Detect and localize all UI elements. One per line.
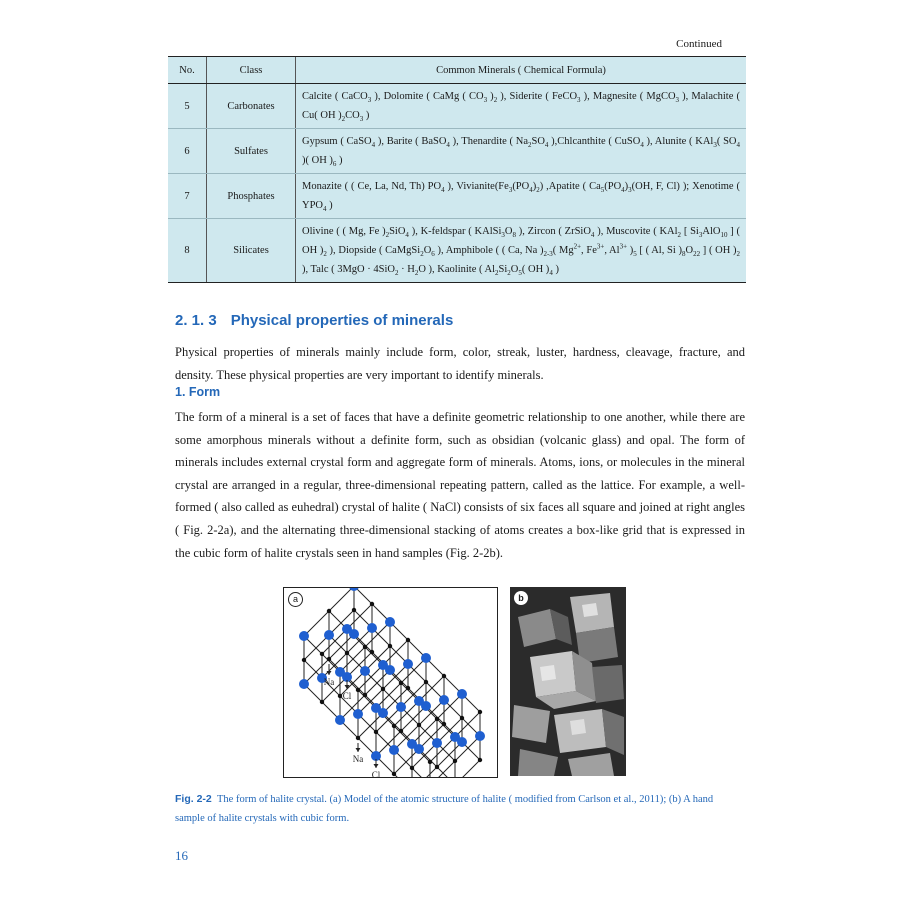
- section-title: Physical properties of minerals: [230, 312, 454, 329]
- lattice-bond: [394, 774, 412, 777]
- chlorine-atom: [327, 609, 331, 613]
- na-label-2-arrow-head: [356, 748, 361, 752]
- chlorine-atom: [435, 765, 439, 769]
- chlorine-atom: [478, 710, 482, 714]
- figure-caption: [175, 790, 745, 828]
- chlorine-atom: [399, 681, 403, 685]
- chlorine-atom: [338, 694, 342, 698]
- page-number: 16: [175, 848, 188, 863]
- sodium-atom: [335, 715, 345, 725]
- row-number: 8: [168, 219, 207, 283]
- halite-lattice-diagram: [284, 588, 497, 777]
- sodium-atom: [371, 703, 381, 713]
- sodium-atom: [439, 695, 449, 705]
- continued-label: Continued: [676, 38, 722, 50]
- chlorine-atom: [392, 772, 396, 776]
- row-number: 6: [168, 129, 207, 174]
- table-header-row: [168, 57, 746, 84]
- sodium-atom: [421, 653, 431, 663]
- chlorine-atom: [478, 758, 482, 762]
- lattice-bond: [455, 760, 480, 777]
- cl-label-2-arrow-head: [374, 764, 379, 768]
- chlorine-atom: [356, 688, 360, 692]
- sodium-atom: [385, 617, 395, 627]
- sodium-atom: [396, 702, 406, 712]
- chlorine-atom: [406, 638, 410, 642]
- table-row: [168, 219, 746, 283]
- lattice-bond: [329, 588, 354, 611]
- header-class: Class: [207, 57, 296, 84]
- cl-label: Cl: [371, 770, 381, 777]
- sodium-atom: [475, 731, 485, 741]
- sodium-atom: [367, 623, 377, 633]
- panel-b-tag: b: [514, 591, 528, 605]
- chlorine-atom: [428, 760, 432, 764]
- sodium-atom: [457, 689, 467, 699]
- chlorine-atom: [442, 674, 446, 678]
- sodium-atom: [299, 679, 309, 689]
- chlorine-atom: [356, 736, 360, 740]
- table-row: [168, 84, 746, 129]
- panel-a-tag: a: [288, 592, 303, 607]
- chlorine-atom: [374, 730, 378, 734]
- row-number: 7: [168, 174, 207, 219]
- halite-crystal-photo: [510, 587, 626, 776]
- intro-paragraph: Physical properties of minerals mainly include form, color, streak, luster, hardness, cleavage, fracture, and density. These physical properties are very important to identify minerals.: [175, 345, 745, 382]
- row-class: Carbonates: [207, 84, 296, 129]
- chlorine-atom: [327, 657, 331, 661]
- chlorine-atom: [320, 700, 324, 704]
- lattice-bond: [354, 588, 372, 604]
- row-minerals: Calcite ( CaCO$_3$ ), Dolomite ( CaMg ( $CO_3$ )$_2$ ), Siderite ( FeCO$_3$ ), Magnesite ( MgCO$_3$ ), Malachite ( Cu( OH )$_2CO_3$ ): [296, 84, 747, 129]
- sodium-atom: [342, 624, 352, 634]
- row-class: Silicates: [207, 219, 296, 283]
- lattice-bond: [412, 768, 430, 777]
- row-class: Sulfates: [207, 129, 296, 174]
- chlorine-atom: [302, 658, 306, 662]
- chlorine-atom: [370, 650, 374, 654]
- chlorine-atom: [424, 680, 428, 684]
- form-paragraph: The form of a mineral is a set of faces that have a definite geometric relationship to one another, while there are some amorphous minerals without a definite form, such as obsidian (volcanic glass) and opal. The form of minerals includes external crystal form and aggregate form of minerals. Atoms, ions, or molecules in the mineral crystal are arranged in a regular, three-dimensional repeating pattern, called as the lattice. For example, a well-formed ( also called as euhedral) crystal of halite ( NaCl) consists of six faces all square and joined at right angles ( Fig. 2-2a), and the alternating three-dimensional stacking of atoms creates a box-like grid that is expressed in the cubic form of halite crystals seen in hand samples (Fig. 2-2b).: [175, 410, 745, 560]
- caption-text: The form of halite crystal. (a) Model of the atomic structure of halite ( modified from Carlson et al., 2011); (b) A hand sample of halite crystals with cubic form.: [175, 794, 714, 824]
- row-minerals: Gypsum ( CaSO$_4$ ), Barite ( BaSO$_4$ ), Thenardite ( $Na_2SO_4$ ),Chlcanthite ( CuSO$_4$ ), Alunite ( KAl$_3$( $SO_4$ )( OH )$_6$ ): [296, 129, 747, 174]
- chlorine-atom: [392, 724, 396, 728]
- sodium-atom: [432, 738, 442, 748]
- sodium-atom: [389, 745, 399, 755]
- sodium-atom: [407, 739, 417, 749]
- sodium-atom: [403, 659, 413, 669]
- table-row: [168, 174, 746, 219]
- row-number: 5: [168, 84, 207, 129]
- header-no: No.: [168, 57, 207, 84]
- row-minerals: Monazite ( ( Ce, La, Nd, Th) $PO_4$ ), $Vivianite(Fe_3(PO_4)_2)$ ,Apatite ( $Ca_5(PO_4)_3(OH$, F, Cl) ); Xenotime ( $YPO_4$ ): [296, 174, 747, 219]
- na-label: Na: [352, 754, 364, 764]
- caption-label: Fig. 2-2: [175, 793, 212, 805]
- chlorine-atom: [453, 759, 457, 763]
- figure-panel-b: [510, 587, 626, 776]
- sodium-atom: [360, 666, 370, 676]
- chlorine-atom: [363, 693, 367, 697]
- sodium-atom: [349, 588, 359, 591]
- sodium-atom: [378, 660, 388, 670]
- row-minerals: Olivine ( ( Mg, Fe )$_2SiO_4$ ), K-feldspar ( $KAlSi_3O_8$ ), Zircon ( ZrSiO$_4$ ), Muscovite ( KAl$_2$ [ $Si_3AlO_{10}$ ] ( OH )$_2$ ), Diopside ( $CaMgSi_2O_6$ ), Amphibole ( ( Ca, Na )$_{2-3}$( $Mg^{2+}$, $Fe^{3+}$, $Al^{3+}$ )$_5$ [ ( Al, Si )$_8O_{22}$ ] ( OH )$_2$ ), Talc ( $3MgO \cdot 4SiO_2 \cdot H_2O$ ), Kaolinite ( $Al_2Si_2O_5$( OH )$_4$ ): [296, 219, 747, 283]
- sodium-atom: [414, 696, 424, 706]
- chlorine-atom: [410, 766, 414, 770]
- chlorine-atom: [460, 716, 464, 720]
- sodium-atom: [450, 732, 460, 742]
- chlorine-atom: [442, 722, 446, 726]
- sodium-atom: [335, 667, 345, 677]
- na-label: Na: [323, 677, 335, 687]
- chlorine-atom: [381, 687, 385, 691]
- chlorine-atom: [399, 729, 403, 733]
- chlorine-atom: [320, 652, 324, 656]
- lattice-bond: [437, 767, 455, 777]
- minerals-table: [168, 56, 746, 283]
- sodium-atom: [353, 709, 363, 719]
- figure-panel-a: [283, 587, 498, 778]
- chlorine-atom: [388, 644, 392, 648]
- row-class: Phosphates: [207, 174, 296, 219]
- chlorine-atom: [406, 686, 410, 690]
- section-heading: [175, 312, 453, 329]
- sodium-atom: [299, 631, 309, 641]
- chlorine-atom: [352, 608, 356, 612]
- chlorine-atom: [417, 723, 421, 727]
- chlorine-atom: [345, 651, 349, 655]
- sodium-atom: [324, 630, 334, 640]
- subsection-heading: 1. Form: [175, 385, 221, 399]
- table-row: [168, 129, 746, 174]
- section-number: 2. 1. 3: [175, 312, 217, 329]
- chlorine-atom: [435, 717, 439, 721]
- header-minerals: Common Minerals ( Chemical Formula): [296, 57, 747, 84]
- chlorine-atom: [363, 645, 367, 649]
- cl-label: Cl: [342, 691, 352, 701]
- chlorine-atom: [370, 602, 374, 606]
